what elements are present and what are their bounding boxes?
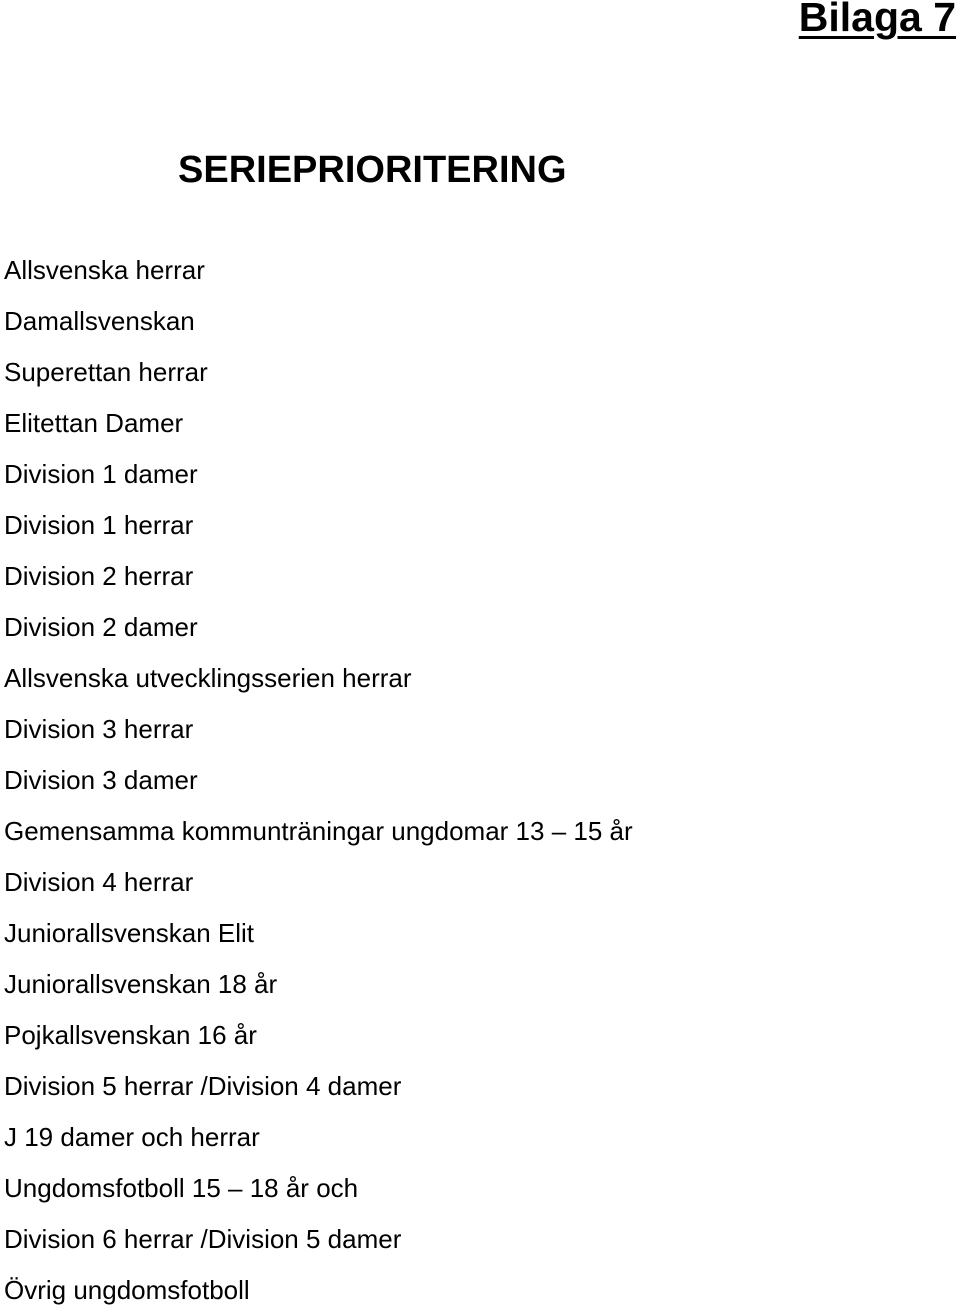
list-item: Division 1 herrar — [4, 510, 194, 540]
attachment-label: Bilaga 7 — [798, 0, 956, 40]
list-item: Division 3 damer — [4, 765, 198, 795]
list-item: Juniorallsvenskan 18 år — [4, 969, 278, 999]
list-item: Division 6 herrar /Division 5 damer — [4, 1224, 402, 1254]
list-item: Division 4 herrar — [4, 867, 194, 897]
list-item: Pojkallsvenskan 16 år — [4, 1020, 257, 1050]
list-item: Division 2 herrar — [4, 561, 194, 591]
list-item: Division 1 damer — [4, 459, 198, 489]
list-item: Damallsvenskan — [4, 306, 195, 336]
list-item: Allsvenska utvecklingsserien herrar — [4, 663, 412, 693]
document-title: SERIEPRIORITERING — [178, 149, 567, 191]
list-item: Gemensamma kommunträningar ungdomar 13 – 15 år — [4, 816, 633, 846]
list-item: Elitettan Damer — [4, 408, 184, 438]
list-item: Superettan herrar — [4, 357, 208, 387]
list-item: Ungdomsfotboll 15 – 18 år och — [4, 1173, 359, 1203]
list-item: Division 3 herrar — [4, 714, 194, 744]
list-item: J 19 damer och herrar — [4, 1122, 260, 1152]
list-item: Division 5 herrar /Division 4 damer — [4, 1071, 402, 1101]
list-item: Övrig ungdomsfotboll — [4, 1275, 250, 1305]
priority-list — [4, 252, 633, 1312]
list-item: Allsvenska herrar — [4, 255, 205, 285]
list-item: Juniorallsvenskan Elit — [4, 918, 255, 948]
list-item: Division 2 damer — [4, 612, 198, 642]
